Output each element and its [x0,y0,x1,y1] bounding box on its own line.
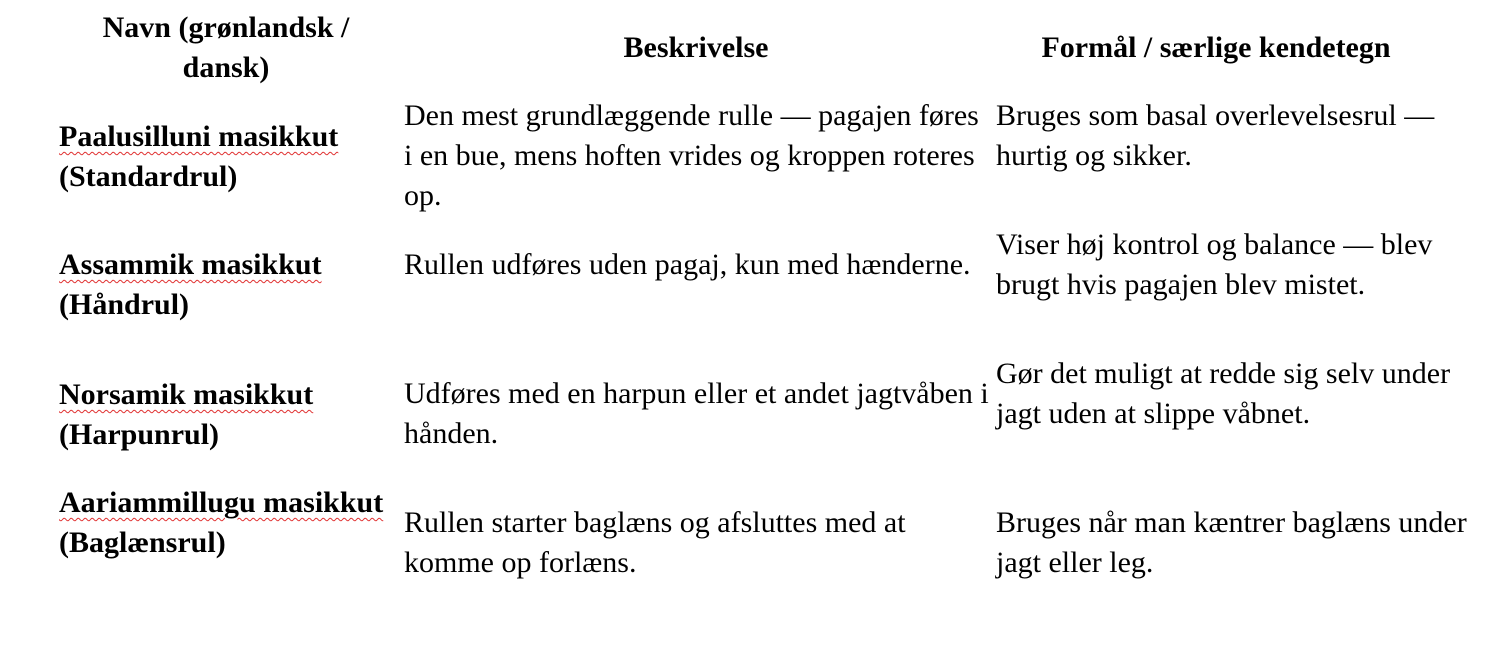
row-2-description: Rullen udføres uden pagaj, kun med hænderne. [404,248,971,281]
row-4-danish-name: (Baglænsrul) [59,526,226,559]
row-1-native-name[interactable]: Paalusilluni masikkut [59,120,339,153]
row-1-name-cell [59,117,399,197]
row-2-purpose: Viser høj kontrol og balance — blev brugt hvis pagajen blev mistet. [996,228,1433,301]
row-3-name-cell [59,375,399,455]
row-4-native-name[interactable]: Aariammillugu masikkut [59,486,384,519]
row-2-danish-name: (Håndrul) [59,288,190,321]
row-1-description: Den mest grundlæggende rulle — pagajen føres i en bue, mens hoften vrides og kroppen roteres op. [404,99,979,212]
row-3-danish-name: (Harpunrul) [59,418,220,451]
row-4-purpose: Bruges når man kæntrer baglæns under jagt eller leg. [996,506,1467,579]
row-2-native-name[interactable]: Assammik masikkut [59,248,322,281]
row-3-native-name[interactable]: Norsamik masikkut [59,378,314,411]
row-1-purpose: Bruges som basal overlevelsesrul — hurtig og sikker. [996,99,1435,172]
row-3-purpose: Gør det muligt at redde sig selv under jagt uden at slippe våbnet. [996,357,1451,430]
row-3-description: Udføres med en harpun eller et andet jagtvåben i hånden. [404,377,989,450]
header-description: Beskrivelse [623,31,769,64]
row-2-name-cell [59,245,399,325]
row-1-danish-name: (Standardrul) [59,160,238,193]
row-4-name-cell [59,483,399,563]
row-4-description: Rullen starter baglæns og afsluttes med at komme op forlæns. [404,506,906,579]
header-name: Navn (grønlandsk / dansk) [102,11,350,84]
header-purpose: Formål / særlige kendetegn [1041,31,1391,64]
